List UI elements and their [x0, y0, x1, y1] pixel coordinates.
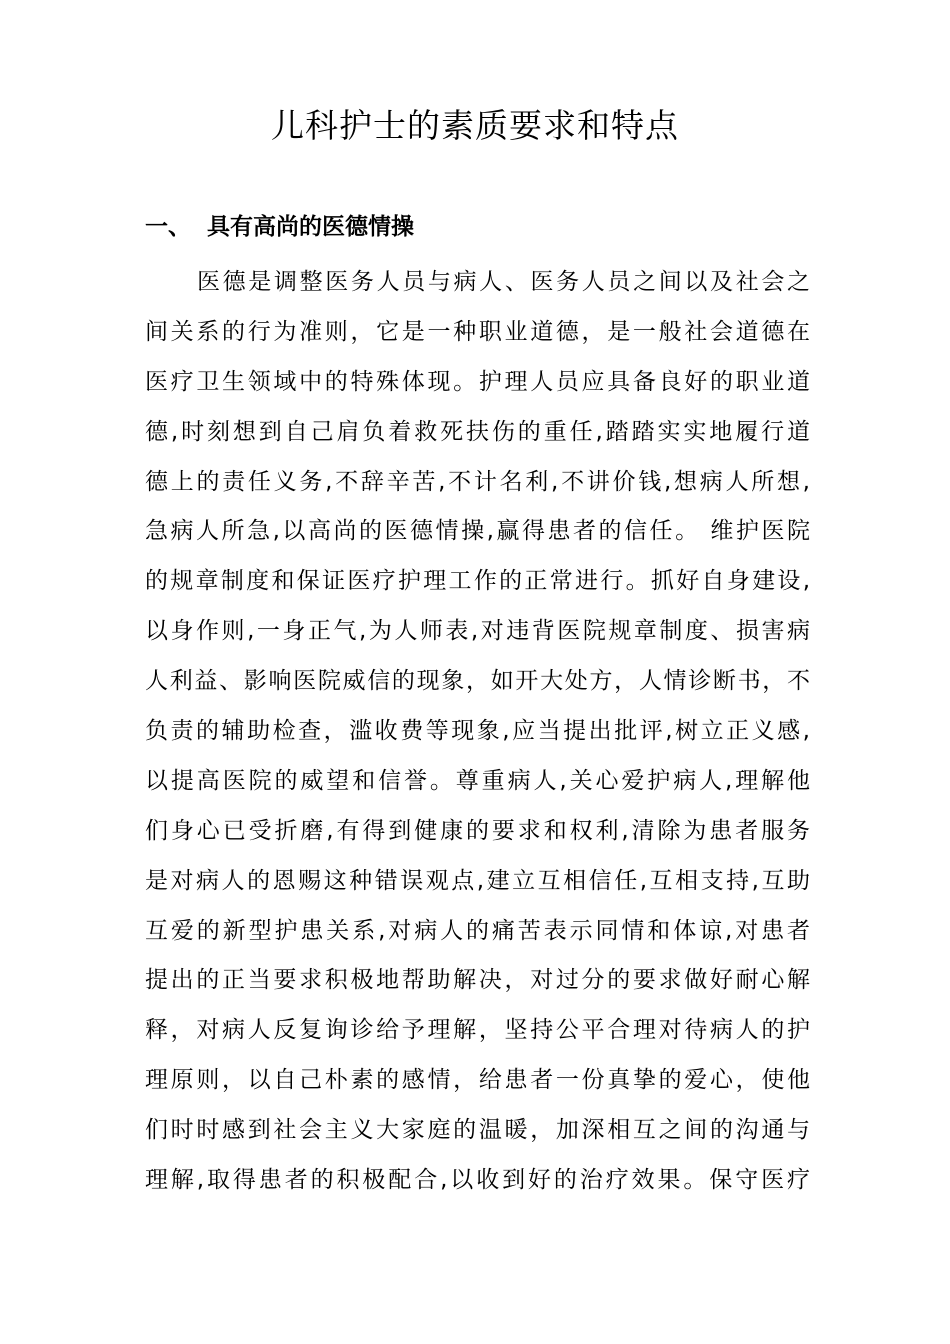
paragraph-line: 提出的正当要求积极地帮助解决，对过分的要求做好耐心解	[145, 967, 810, 994]
paragraph-line: 理解,取得患者的积极配合,以收到好的治疗效果。保守医疗	[145, 1167, 810, 1194]
paragraph-line: 理原则，以自己朴素的感情，给患者一份真挚的爱心，使他	[145, 1067, 810, 1094]
paragraph-line: 释，对病人反复询诊给予理解，坚持公平合理对待病人的护	[145, 1017, 810, 1044]
paragraph-line: 以提高医院的威望和信誉。尊重病人,关心爱护病人,理解他	[145, 767, 810, 794]
paragraph-line: 人利益、影响医院威信的现象，如开大处方，人情诊断书，不	[145, 668, 810, 695]
paragraph-line: 负责的辅助检查，滥收费等现象,应当提出批评,树立正义感,	[145, 718, 810, 745]
paragraph-line: 以身作则,一身正气,为人师表,对违背医院规章制度、损害病	[145, 618, 810, 645]
paragraph-line: 们时时感到社会主义大家庭的温暖，加深相互之间的沟通与	[145, 1117, 810, 1144]
paragraph-line: 德,时刻想到自己肩负着救死扶伤的重任,踏踏实实地履行道	[145, 418, 810, 445]
paragraph-line: 互爱的新型护患关系,对病人的痛苦表示同情和体谅,对患者	[145, 917, 810, 944]
paragraph-line: 急病人所急,以高尚的医德情操,赢得患者的信任。 维护医院	[145, 518, 810, 545]
paragraph-line: 是对病人的恩赐这种错误观点,建立互相信任,互相支持,互助	[145, 867, 810, 894]
document-title: 儿科护士的素质要求和特点	[271, 106, 679, 145]
section-number: 一、	[145, 214, 191, 240]
paragraph-line: 的规章制度和保证医疗护理工作的正常进行。抓好自身建设,	[145, 568, 810, 595]
section-heading-text: 具有高尚的医德情操	[207, 214, 414, 240]
section-heading	[145, 207, 414, 247]
paragraph-line: 们身心已受折磨,有得到健康的要求和权利,清除为患者服务	[145, 817, 810, 844]
body-paragraph	[145, 258, 810, 1206]
paragraph-line: 医德是调整医务人员与病人、医务人员之间以及社会之	[197, 269, 810, 295]
paragraph-line: 间关系的行为准则，它是一种职业道德，是一般社会道德在	[145, 318, 810, 345]
paragraph-line: 医疗卫生领域中的特殊体现。护理人员应具备良好的职业道	[145, 368, 810, 395]
paragraph-line: 德上的责任义务,不辞辛苦,不计名利,不讲价钱,想病人所想,	[145, 468, 810, 495]
